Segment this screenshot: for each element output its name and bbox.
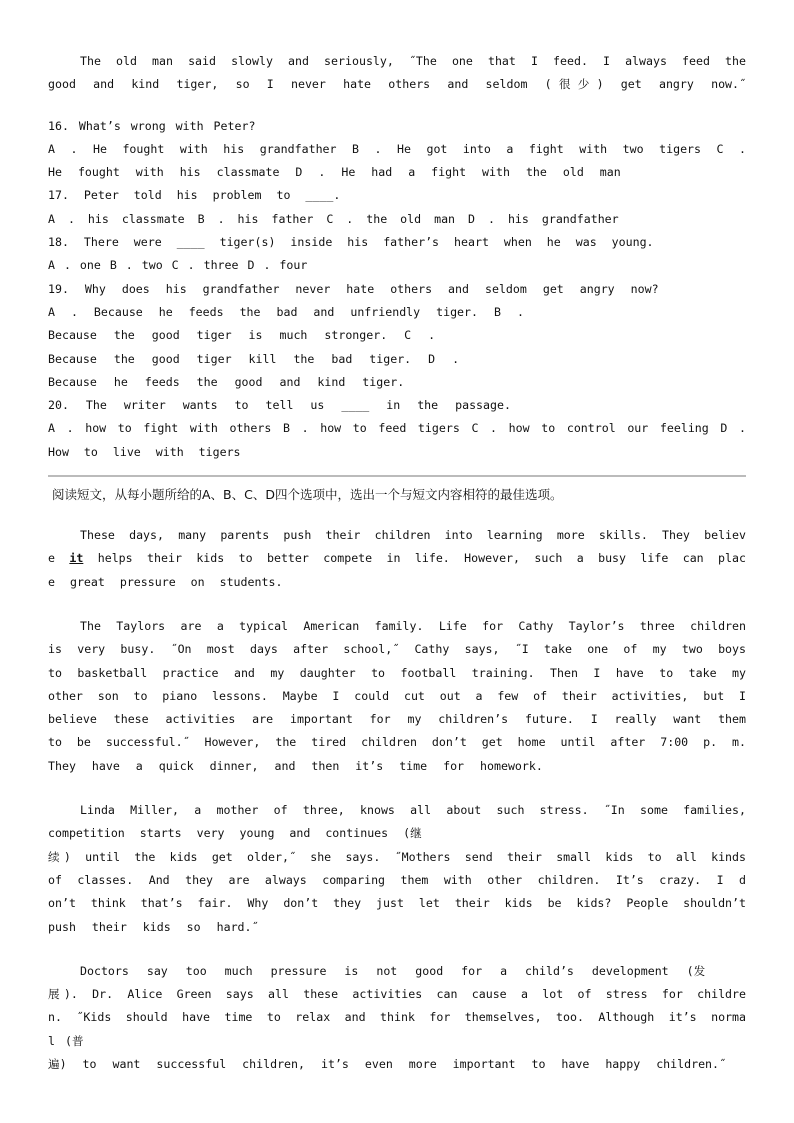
question-16: 16. What’s wrong with Peter? (48, 118, 256, 133)
document-page (48, 50, 746, 1076)
question-options: A . how to fight with others B . how to feed tigers C . how to control our feeling D . (48, 421, 746, 436)
question-20: 20. The writer wants to tell us ____ in the passage. (48, 398, 511, 413)
text-line: is very busy. ˝On most days after school,˝ Cathy says, ˝I take one of my two boys (48, 642, 746, 657)
question-options: A . one B . two C . three D . four (48, 258, 308, 273)
question-options: A . Because he feeds the bad and unfriendly tiger. B . (48, 304, 524, 319)
question-options: Because the good tiger kill the bad tiger. D . (48, 351, 460, 366)
passage-ending (48, 50, 746, 97)
text-line: good and kind tiger, so I never hate others and seldom (很少) get angry now.˝ (48, 77, 746, 92)
text-fragment: helps their kids to better compete in life. However, such a busy life can plac (83, 551, 746, 566)
text-line: push their kids so hard.˝ (48, 919, 259, 934)
section-instruction: 阅读短文，从每小题所给的A、B、C、D四个选项中，选出一个与短文内容相符的最佳选项。 (52, 487, 563, 503)
question-17: 17. Peter told his problem to ____. (48, 188, 341, 203)
text-line (48, 547, 746, 570)
text-line: These days, many parents push their children into learning more skills. They believ (80, 528, 746, 543)
text-line: e great pressure on students. (48, 574, 283, 589)
paragraph-2 (48, 615, 746, 778)
question-list (48, 115, 746, 464)
text-line: The old man said slowly and seriously, ˝The one that I feed. I always feed the (80, 54, 746, 68)
text-line: The Taylors are a typical American family. Life for Cathy Taylor’s three children (80, 618, 746, 633)
text-line: l (普 (48, 1033, 84, 1048)
text-line: 展). Dr. Alice Green says all these activities can cause a lot of stress for childre (48, 987, 746, 1002)
underlined-word: it (69, 551, 84, 566)
text-line: on’t think that’s fair. Why don’t they just let their kids be kids? People shouldn’t (48, 896, 746, 911)
text-fragment: e (48, 551, 70, 566)
text-line: believe these activities are important for my children’s future. I really want them (48, 712, 746, 727)
text-line: 续) until the kids get older,˝ she says. ˝Mothers send their small kids to all kinds (48, 849, 746, 864)
section-divider (48, 475, 746, 477)
text-line: of classes. And they are always comparing them with other children. It’s crazy. I d (48, 872, 746, 887)
text-line: competition starts very young and continues (继 (48, 826, 422, 841)
text-line: They have a quick dinner, and then it’s time for homework. (48, 758, 543, 773)
text-line: n. ˝Kids should have time to relax and think for themselves, too. Although it’s norma (48, 1010, 746, 1025)
text-line: to be successful.˝ However, the tired children don’t get home until after 7:00 p. m. (48, 735, 746, 750)
paragraph-3 (48, 799, 746, 939)
question-options: A . his classmate B . his father C . the old man D . his grandfather (48, 211, 619, 226)
question-options: He fought with his classmate D . He had a fight with the old man (48, 165, 621, 180)
paragraph-4 (48, 960, 746, 1076)
paragraph-1 (48, 524, 746, 594)
text-line: other son to piano lessons. Maybe I could cut out a few of their activities, but I (48, 688, 746, 703)
text-line: Doctors say too much pressure is not good for a child’s development (发 (80, 963, 706, 978)
text-line: Linda Miller, a mother of three, knows all about such stress. ˝In some families, (80, 803, 746, 818)
question-options: Because the good tiger is much stronger. C . (48, 328, 436, 343)
question-19: 19. Why does his grandfather never hate others and seldom get angry now? (48, 281, 659, 296)
question-options: A . He fought with his grandfather B . He got into a fight with two tigers C . (48, 141, 746, 156)
question-18: 18. There were ____ tiger(s) inside his father’s heart when he was young. (48, 235, 654, 250)
reading-passage (48, 524, 746, 1076)
question-options: Because he feeds the good and kind tiger. (48, 374, 405, 389)
text-line: to basketball practice and my daughter to football training. Then I have to take my (48, 665, 746, 680)
text-line: 遍) to want successful children, it’s even more important to have happy children.˝ (48, 1056, 726, 1071)
question-options: How to live with tigers (48, 444, 241, 459)
